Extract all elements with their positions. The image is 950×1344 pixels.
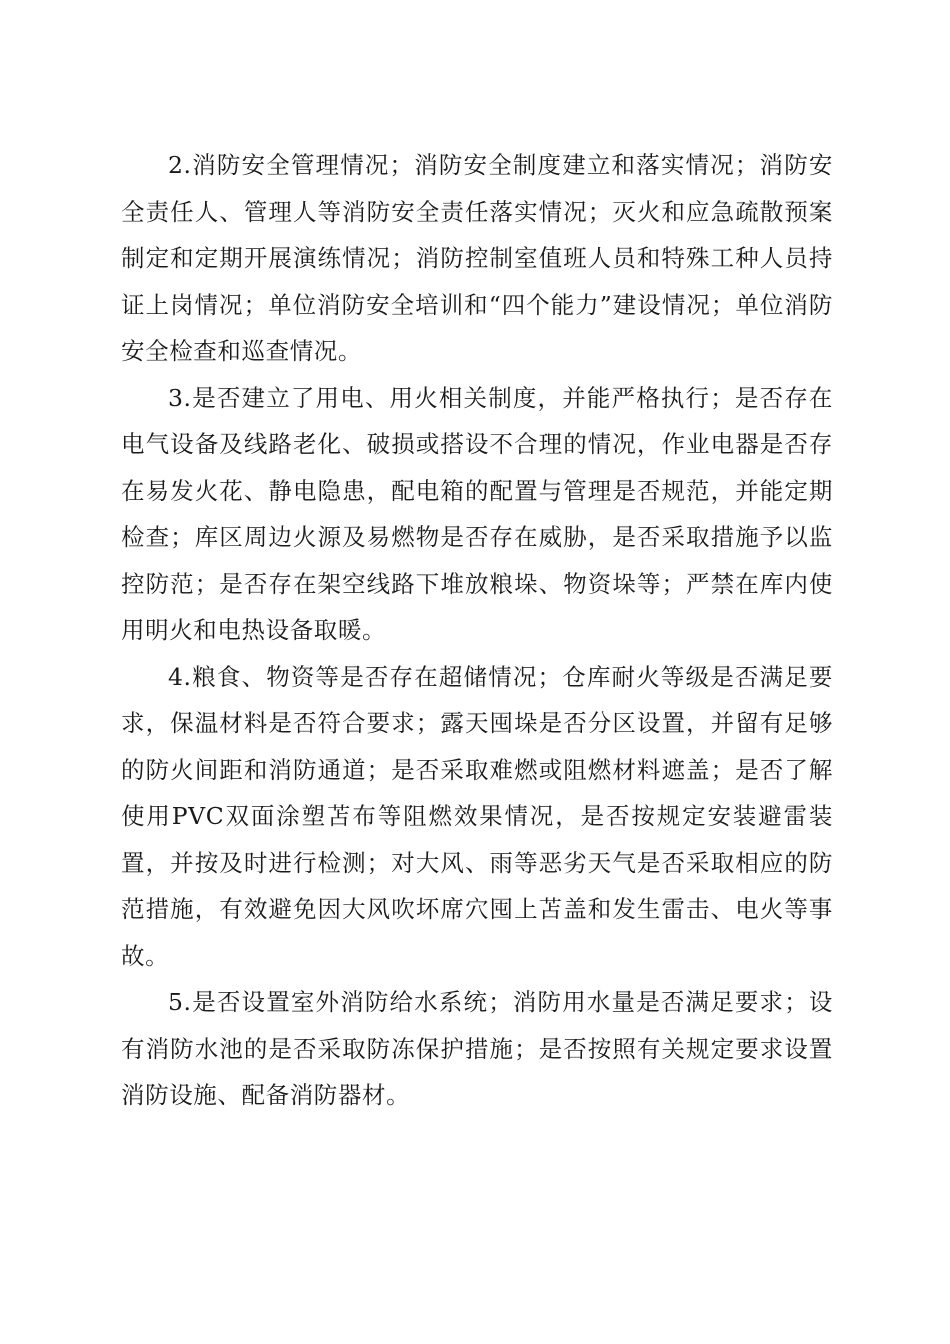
paragraph-item-4: 4.粮食、物资等是否存在超储情况；仓库耐火等级是否满足要求，保温材料是否符合要求；露天囤垛是否分区设置，并留有足够的防火间距和消防通道；是否采取难燃或阻燃材料遮盖；是否了解使用PVC双面涂塑苫布等阻燃效果情况，是否按规定安装避雷装置，并按及时进行检测；对大风、雨等恶劣天气是否采取相应的防范措施，有效避免因大风吹坏席穴囤上苫盖和发生雷击、电火等事故。 (121, 662, 833, 970)
paragraph-item-3: 3.是否建立了用电、用火相关制度，并能严格执行；是否存在电气设备及线路老化、破损或搭设不合理的情况，作业电器是否存在易发火花、静电隐患，配电箱的配置与管理是否规范，并能定期检查；库区周边火源及易燃物是否存在威胁，是否采取措施予以监控防范；是否存在架空线路下堆放粮垛、物资垛等；严禁在库内使用明火和电热设备取暖。 (121, 383, 833, 644)
paragraph-item-2: 2.消防安全管理情况；消防安全制度建立和落实情况；消防安全责任人、管理人等消防安全责任落实情况；灭火和应急疏散预案制定和定期开展演练情况；消防控制室值班人员和特殊工种人员持证上岗情况；单位消防安全培训和“四个能力”建设情况；单位消防安全检查和巡查情况。 (121, 151, 833, 365)
document-body (121, 142, 833, 1119)
paragraph-item-5: 5.是否设置室外消防给水系统；消防用水量是否满足要求；设有消防水池的是否采取防冻保护措施；是否按照有关规定要求设置消防设施、配备消防器材。 (121, 988, 833, 1109)
